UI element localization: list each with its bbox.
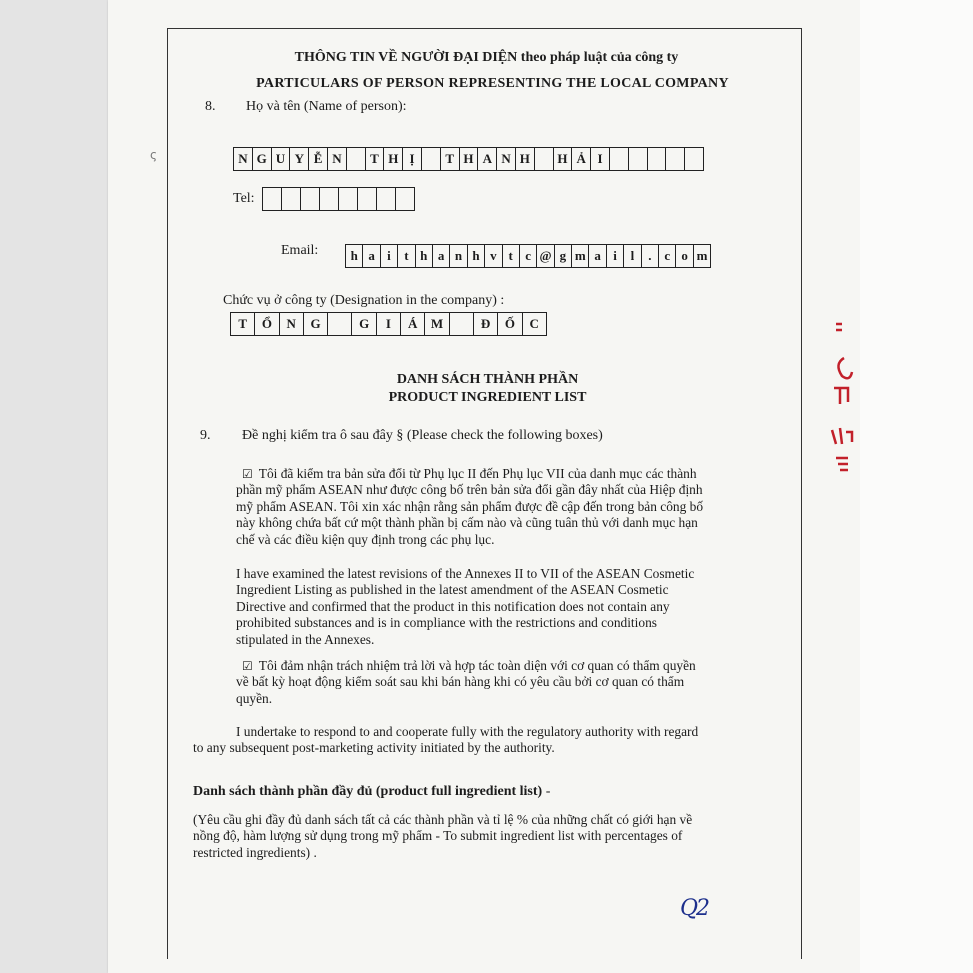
char-box: l xyxy=(624,245,641,267)
email-boxes xyxy=(345,244,711,268)
char-box: Ố xyxy=(498,313,522,335)
char-box: t xyxy=(398,245,415,267)
char-box: @ xyxy=(537,245,554,267)
char-box: Ổ xyxy=(255,313,279,335)
char-box: c xyxy=(659,245,676,267)
declaration-2-en: I undertake to respond to and cooperate fully with the regulatory authority with regard to any subsequent post-marketing activity initiated by the authority. xyxy=(193,724,699,756)
char-box: h xyxy=(346,245,363,267)
tel-label: Tel: xyxy=(233,191,255,206)
char-box xyxy=(320,188,339,210)
char-box: c xyxy=(520,245,537,267)
char-box: h xyxy=(416,245,433,267)
full-list-title: Danh sách thành phần đầy đủ (product full ingredient list) - xyxy=(193,784,551,799)
char-box: H xyxy=(554,148,573,170)
char-box xyxy=(422,148,441,170)
full-list-note: (Yêu cầu ghi đầy đủ danh sách tất cả các thành phần và tỉ lệ % của những chất có giới hạn về nồng độ, hàm lượng sử dụng trong mỹ phẩm - To submit ingredient list with percentages of restricted ingredients) . xyxy=(193,812,693,860)
char-box xyxy=(358,188,377,210)
char-box: N xyxy=(280,313,304,335)
tel-boxes xyxy=(262,187,415,211)
char-box xyxy=(347,148,366,170)
char-box: Ả xyxy=(572,148,591,170)
char-box xyxy=(648,148,667,170)
ingredient-title-vi: DANH SÁCH THÀNH PHẦN xyxy=(396,372,579,387)
designation-boxes xyxy=(230,312,547,336)
name-boxes xyxy=(233,147,704,171)
char-box: m xyxy=(694,245,711,267)
char-box: Y xyxy=(290,148,309,170)
char-box: Ị xyxy=(403,148,422,170)
char-box xyxy=(377,188,396,210)
item-8-number: 8. xyxy=(205,99,216,114)
char-box xyxy=(685,148,704,170)
char-box: Á xyxy=(401,313,425,335)
pencil-mark: ς xyxy=(150,148,158,162)
char-box: N xyxy=(328,148,347,170)
handwritten-initials: Q2 xyxy=(680,896,709,921)
char-box: a xyxy=(363,245,380,267)
declaration-2-vi: ☑ Tôi đảm nhận trách nhiệm trả lời và hợp tác toàn diện với cơ quan có thẩm quyền về bất kỳ hoạt động kiểm soát sau khi bán hàng khi có yêu cầu bởi cơ quan có thẩm quyền. xyxy=(236,658,696,706)
char-box: A xyxy=(478,148,497,170)
section-title-en: PARTICULARS OF PERSON REPRESENTING THE LOCAL COMPANY xyxy=(256,76,729,91)
char-box xyxy=(282,188,301,210)
char-box xyxy=(450,313,474,335)
char-box: . xyxy=(642,245,659,267)
name-label: Họ và tên (Name of person): xyxy=(246,99,407,114)
char-box: H xyxy=(460,148,479,170)
char-box: t xyxy=(503,245,520,267)
char-box: G xyxy=(352,313,376,335)
char-box xyxy=(396,188,415,210)
email-label: Email: xyxy=(281,243,319,258)
declaration-1-en: I have examined the latest revisions of the Annexes II to VII of the ASEAN Cosmetic Ingredient Listing as published in the latest amendment of the ASEAN Cosmetic Directive and confirmed that the product in this notification does not contain any prohibited substances and is in compliance with the restrictions and conditions stipulated in the Annexes. xyxy=(236,566,695,647)
char-box: N xyxy=(234,148,253,170)
char-box xyxy=(610,148,629,170)
char-box xyxy=(666,148,685,170)
char-box: o xyxy=(676,245,693,267)
char-box: m xyxy=(572,245,589,267)
designation-label: Chức vụ ở công ty (Designation in the company) : xyxy=(223,293,505,308)
char-box xyxy=(328,313,352,335)
item-9-number: 9. xyxy=(200,428,211,443)
char-box: h xyxy=(468,245,485,267)
char-box: T xyxy=(231,313,255,335)
char-box: T xyxy=(441,148,460,170)
char-box xyxy=(339,188,358,210)
char-box: I xyxy=(377,313,401,335)
char-box: H xyxy=(516,148,535,170)
char-box: M xyxy=(425,313,449,335)
char-box: Ễ xyxy=(309,148,328,170)
char-box: G xyxy=(304,313,328,335)
checkbox-checked-icon: ☑ xyxy=(242,467,253,481)
checkbox-checked-icon: ☑ xyxy=(242,659,253,673)
section-title-vi: THÔNG TIN VỀ NGƯỜI ĐẠI DIỆN theo pháp luật của công ty xyxy=(294,50,679,65)
char-box: H xyxy=(384,148,403,170)
char-box: v xyxy=(485,245,502,267)
char-box: T xyxy=(366,148,385,170)
check-instruction: Đề nghị kiểm tra ô sau đây § (Please check the following boxes) xyxy=(242,428,603,443)
char-box: N xyxy=(497,148,516,170)
ingredient-title-en: PRODUCT INGREDIENT LIST xyxy=(388,390,587,405)
char-box xyxy=(301,188,320,210)
char-box: i xyxy=(381,245,398,267)
char-box: n xyxy=(450,245,467,267)
char-box: Đ xyxy=(474,313,498,335)
char-box: g xyxy=(555,245,572,267)
char-box xyxy=(629,148,648,170)
char-box xyxy=(263,188,282,210)
char-box: I xyxy=(591,148,610,170)
char-box: a xyxy=(433,245,450,267)
char-box xyxy=(535,148,554,170)
char-box: a xyxy=(589,245,606,267)
adjacent-page-edge xyxy=(860,0,973,973)
red-stamp-edge xyxy=(826,318,862,498)
char-box: U xyxy=(272,148,291,170)
char-box: G xyxy=(253,148,272,170)
char-box: C xyxy=(523,313,547,335)
declaration-1-vi: ☑ Tôi đã kiểm tra bản sửa đổi từ Phụ lục II đến Phụ lục VII của danh mục các thành phần mỹ phẩm ASEAN như được công bố trên bản sửa đổi gần đây nhất của Hiệp định mỹ phẩm ASEAN. Tôi xin xác nhận rằng sản phẩm được đề cập đến trong bản công bố này không chứa bất cứ một thành phần bị cấm nào và cũng tuân thủ với danh mục hạn chế và các điều kiện quy định trong các phụ lục. xyxy=(236,466,704,547)
char-box: i xyxy=(607,245,624,267)
